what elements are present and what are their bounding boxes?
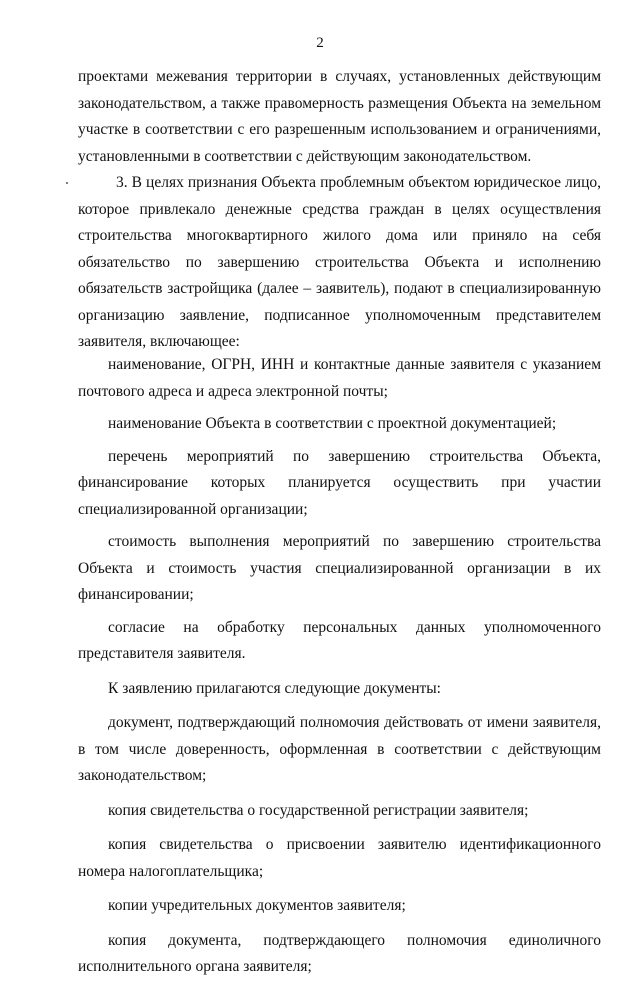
list-item: перечень мероприятий по завершению строительства Объекта, финансирование которых планируется осуществить при участии специализированной организации; <box>78 447 601 518</box>
list-item: документ, подтверждающий полномочия действовать от имени заявителя, в том числе доверенность, оформленная в соответствии с действующим законодательством; <box>78 714 601 784</box>
list-item: наименование Объекта в соответствии с проектной документацией; <box>108 415 557 432</box>
list-item: копия свидетельства о присвоении заявителю идентификационного номера налогоплательщика; <box>78 836 601 880</box>
list-item: копия документа, подтверждающего полномочия единоличного исполнительного органа заявителя; <box>78 931 601 975</box>
scan-speck <box>66 182 68 184</box>
page-number: 2 <box>316 35 324 51</box>
list-item: наименование, ОГРН, ИНН и контактные данные заявителя с указанием почтового адреса и адреса электронной почты; <box>78 356 601 400</box>
list-item: стоимость выполнения мероприятий по завершению строительства Объекта и стоимость участия специализированной организации в их финансировании; <box>78 533 601 603</box>
paragraph-continuation <box>78 64 601 170</box>
list-item: копия свидетельства о государственной регистрации заявителя; <box>108 801 529 819</box>
attachments-heading: К заявлению прилагаются следующие документы: <box>108 679 441 697</box>
paragraph-1: проектами межевания территории в случаях, установленных действующим законодательством, а также правомерность размещения Объекта на земельном участке в соответствии с его разрешенным использованием и ограничениями, установленными в соответствии с действующим законодательством. <box>78 68 601 165</box>
paragraph-section-3 <box>78 170 601 356</box>
requirements-list <box>78 352 601 981</box>
list-item: копии учредительных документов заявителя; <box>108 897 406 914</box>
list-item: согласие на обработку персональных данных уполномоченного представителя заявителя. <box>78 618 601 662</box>
paragraph-2: 3. В целях признания Объекта проблемным объектом юридическое лицо, которое привлекало денежные средства граждан в целях осуществления строительства многоквартирного жилого дома или приняло на себя обязательство по завершению строительства Объекта и исполнению обязательств застройщика (далее – заявитель), подают в специализированную организацию заявление, подписанное уполномоченным представителем заявителя, включающее: <box>78 174 601 350</box>
